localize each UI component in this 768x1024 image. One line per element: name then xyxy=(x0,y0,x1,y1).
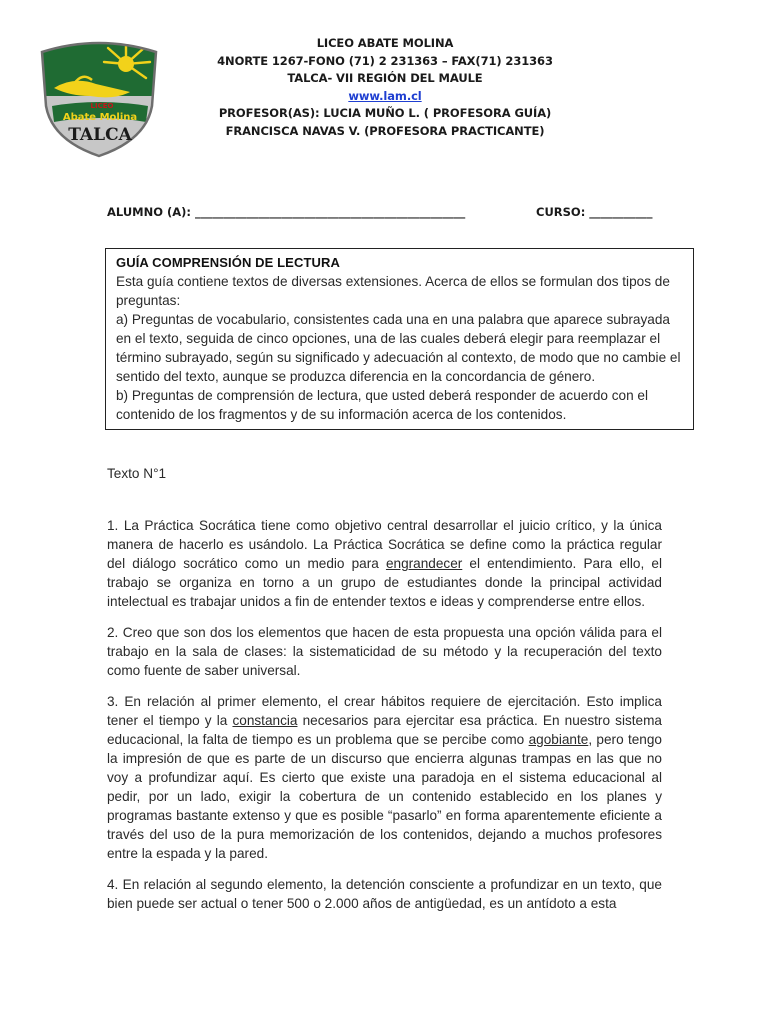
guide-intro: Esta guía contiene textos de diversas extensiones. Acerca de ellos se formulan dos tipos de preguntas: xyxy=(116,274,670,308)
guide-title: GUÍA COMPRENSIÓN DE LECTURA xyxy=(116,255,340,270)
logo-top-text: LICEO xyxy=(90,102,114,110)
paragraph-2: 2. Creo que son dos los elementos que hacen de esta propuesta una opción válida para el trabajo en la sala de clases: la sistematicidad de su método y la recuperación del texto como fuente de saber universal. xyxy=(107,625,662,678)
teacher-line: PROFESOR(AS): LUCIA MUÑO L. ( PROFESORA GUÍA) xyxy=(218,106,552,120)
school-region: TALCA- VII REGIÓN DEL MAULE xyxy=(287,71,483,85)
underlined-word-agobiante: agobiante xyxy=(528,732,589,747)
student-info xyxy=(107,205,667,219)
student-name-field[interactable]: ALUMNO (A): _______________________________________________ xyxy=(107,205,466,219)
guide-item-b: b) Preguntas de comprensión de lectura, que usted deberá responder de acuerdo con el contenido de los fragmentos y de su información acerca de los contenidos. xyxy=(116,388,649,422)
logo-name-text: Abate Molina xyxy=(62,112,138,123)
school-name: LICEO ABATE MOLINA xyxy=(316,36,454,50)
paragraph-4: 4. En relación al segundo elemento, la detención consciente a profundizar en un texto, que bien puede ser actual o tener 500 o 2.000 años de antigüedad, es un antídoto a esta xyxy=(107,877,662,911)
paragraph-3: 3. En relación al primer elemento, el crear hábitos requiere de ejercitación. Esto implica tener el tiempo y la constancia necesarios para ejercitar esa práctica. En nuestro sistema educacional, la falta de tiempo es un problema que se percibe como agobiante, pero tengo la impresión de que es parte de un discurso que encierra algunas trampas en las que no voy a profundizar aquí. Es cierto que existe una paradoja en el sistema educacional al pedir, por un lado, exigir la cobertura de un contenido establecido en los planes y programas bastante extenso y que es posible “pasarlo” en forma aparentemente eficiente a través del uso de la pura memorización de los contenidos, dejando a muchos profesores entre la espada y la pared. xyxy=(107,694,662,861)
school-logo xyxy=(34,36,164,160)
underlined-word-constancia: constancia xyxy=(232,713,298,728)
underlined-word-engrandecer: engrandecer xyxy=(385,556,463,571)
school-address: 4NORTE 1267-FONO (71) 2 231363 – FAX(71) 231363 xyxy=(217,53,553,68)
school-website-link[interactable]: www.lam.cl xyxy=(348,88,422,103)
instructions-box xyxy=(105,248,694,430)
school-header xyxy=(200,35,570,140)
text-title: Texto N°1 xyxy=(107,466,167,481)
paragraph-1: 1. La Práctica Socrática tiene como objetivo central desarrollar el juicio crítico, y la única manera de hacerlo es usándolo. La Práctica Socrática se define como la práctica regular del diálogo socrático como un medio para engrandecer el entendimiento. Para ello, el trabajo se organiza en torno a un grupo de estudiantes donde la principal actividad intelectual es trabajar unidos a fin de entender textos e ideas y comprenderse entre ellos. xyxy=(107,518,662,609)
course-field[interactable]: CURSO: ___________ xyxy=(536,205,653,219)
logo-city-text: TALCA xyxy=(68,125,132,145)
guide-item-a: a) Preguntas de vocabulario, consistentes cada una en una palabra que aparece subrayada en el texto, seguida de cinco opciones, una de las cuales deberá elegir para reemplazar el término subrayado, según su significado y adecuación al contexto, de modo que no cambie el sentido del texto, aunque se produzca diferencia en la concordancia de género. xyxy=(116,312,681,384)
practicing-teacher-line: FRANCISCA NAVAS V. (PROFESORA PRACTICANTE) xyxy=(225,123,545,138)
